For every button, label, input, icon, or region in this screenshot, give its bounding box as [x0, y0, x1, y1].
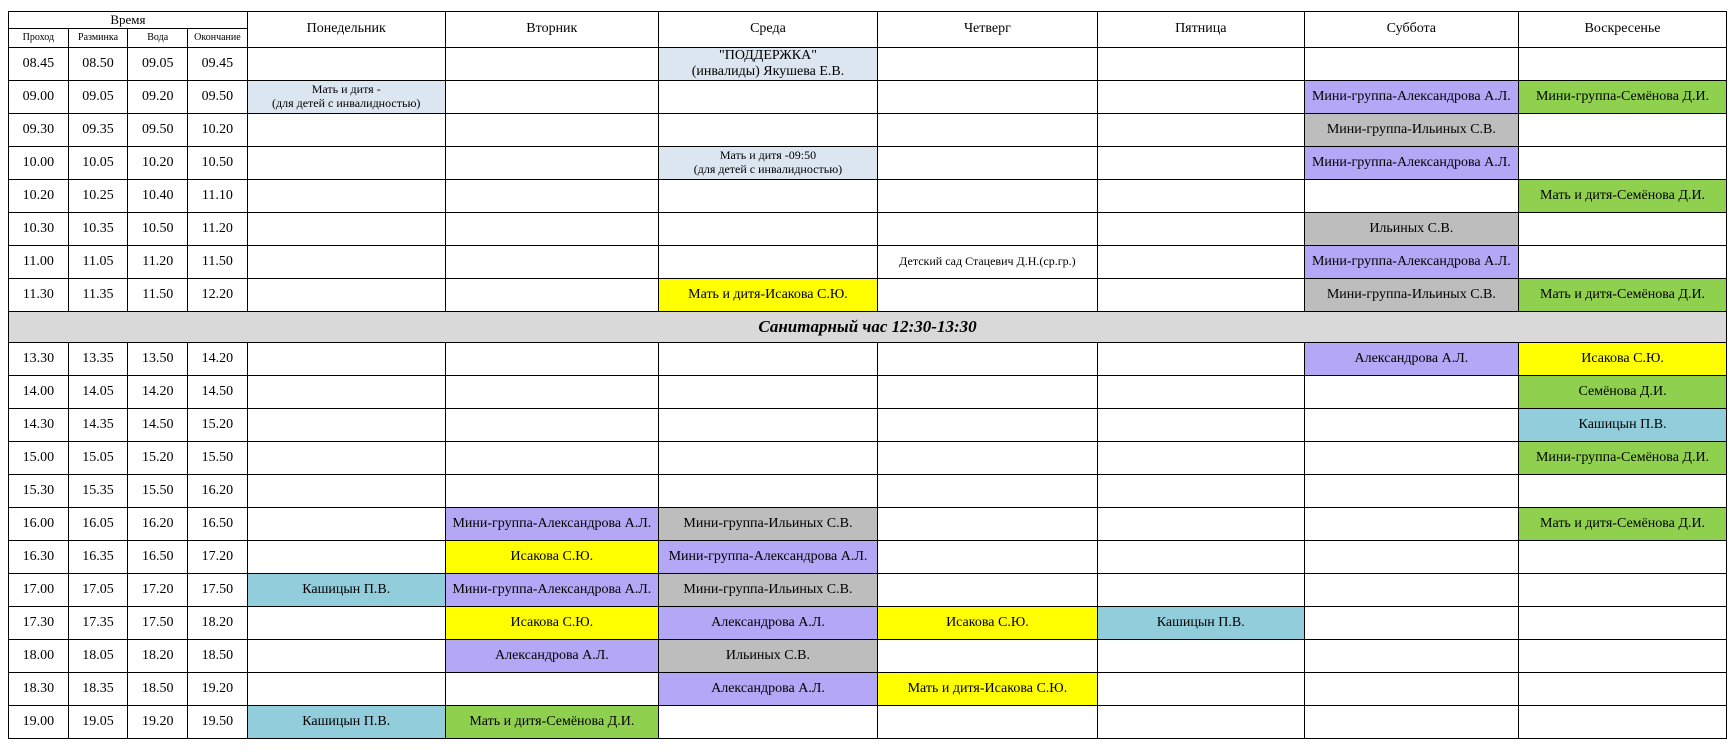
- time-pass: 08.45: [9, 48, 69, 81]
- slot-empty: [445, 279, 658, 312]
- slot-empty: [1519, 114, 1727, 147]
- time-warmup: 10.35: [68, 213, 128, 246]
- time-water: 10.20: [128, 147, 188, 180]
- time-warmup: 15.05: [68, 442, 128, 475]
- slot-empty: [1519, 48, 1727, 81]
- time-pass: 16.00: [9, 508, 69, 541]
- slot-empty: [877, 81, 1097, 114]
- time-water: 17.20: [128, 574, 188, 607]
- session-slot: Мать и дитя-Семёнова Д.И.: [1519, 279, 1727, 312]
- slot-empty: [659, 409, 878, 442]
- slot-empty: [1304, 508, 1518, 541]
- session-slot: Семёнова Д.И.: [1519, 376, 1727, 409]
- session-slot: Мини-группа-Александрова А.Л.: [445, 574, 658, 607]
- session-slot: [247, 81, 445, 114]
- day-header-monday: Понедельник: [247, 12, 445, 48]
- slot-empty: [1097, 180, 1304, 213]
- slot-empty: [1519, 147, 1727, 180]
- time-end: 16.50: [188, 508, 248, 541]
- slot-empty: [1519, 607, 1727, 640]
- slot-empty: [445, 81, 658, 114]
- slot-empty: [445, 114, 658, 147]
- session-slot: Мать и дитя-Исакова С.Ю.: [659, 279, 878, 312]
- time-pass: 17.30: [9, 607, 69, 640]
- time-pass: 09.30: [9, 114, 69, 147]
- slot-empty: [445, 343, 658, 376]
- schedule-row: [9, 279, 1727, 312]
- slot-empty: [877, 409, 1097, 442]
- time-water: 14.50: [128, 409, 188, 442]
- time-end: 11.10: [188, 180, 248, 213]
- time-water: 15.20: [128, 442, 188, 475]
- time-water: 18.20: [128, 640, 188, 673]
- slot-empty: [659, 376, 878, 409]
- slot-empty: [247, 475, 445, 508]
- session-slot: Кашицын П.В.: [247, 574, 445, 607]
- slot-empty: [247, 48, 445, 81]
- session-slot: Мать и дитя-Семёнова Д.И.: [1519, 180, 1727, 213]
- slot-empty: [877, 48, 1097, 81]
- day-header-thursday: Четверг: [877, 12, 1097, 48]
- slot-empty: [247, 343, 445, 376]
- time-water: 11.50: [128, 279, 188, 312]
- slot-empty: [445, 673, 658, 706]
- time-end: 12.20: [188, 279, 248, 312]
- time-pass: 15.30: [9, 475, 69, 508]
- time-pass: 11.00: [9, 246, 69, 279]
- slot-empty: [247, 376, 445, 409]
- slot-empty: [1097, 114, 1304, 147]
- slot-empty: [1519, 574, 1727, 607]
- time-end: 18.20: [188, 607, 248, 640]
- time-end: 14.20: [188, 343, 248, 376]
- session-slot: Кашицын П.В.: [1519, 409, 1727, 442]
- day-header-saturday: Суббота: [1304, 12, 1518, 48]
- slot-empty: [247, 180, 445, 213]
- session-slot: Детский сад Стацевич Д.Н.(ср.гр.): [877, 246, 1097, 279]
- schedule-row: [9, 180, 1727, 213]
- time-warmup: 14.35: [68, 409, 128, 442]
- time-warmup: 08.50: [68, 48, 128, 81]
- slot-empty: [1519, 706, 1727, 739]
- time-col-header-water: Вода: [128, 29, 188, 48]
- session-slot: Александрова А.Л.: [1304, 343, 1518, 376]
- slot-empty: [247, 541, 445, 574]
- slot-empty: [247, 442, 445, 475]
- time-warmup: 17.05: [68, 574, 128, 607]
- slot-empty: [877, 640, 1097, 673]
- session-slot: Мини-группа-Ильиных С.В.: [659, 508, 878, 541]
- session-label-line2: (для детей с инвалидностью): [272, 96, 421, 111]
- slot-empty: [877, 475, 1097, 508]
- time-warmup: 16.35: [68, 541, 128, 574]
- time-end: 14.50: [188, 376, 248, 409]
- time-warmup: 10.25: [68, 180, 128, 213]
- schedule-row: [9, 409, 1727, 442]
- slot-empty: [445, 147, 658, 180]
- day-header-wednesday: Среда: [659, 12, 878, 48]
- slot-empty: [877, 213, 1097, 246]
- schedule-row: [9, 574, 1727, 607]
- session-slot: Ильиных С.В.: [1304, 213, 1518, 246]
- time-end: 11.20: [188, 213, 248, 246]
- slot-empty: [877, 279, 1097, 312]
- day-header-friday: Пятница: [1097, 12, 1304, 48]
- session-slot: Мини-группа-Александрова А.Л.: [1304, 81, 1518, 114]
- slot-empty: [247, 246, 445, 279]
- time-pass: 15.00: [9, 442, 69, 475]
- schedule-row: [9, 475, 1727, 508]
- time-warmup: 13.35: [68, 343, 128, 376]
- session-slot: Мини-группа-Ильиных С.В.: [1304, 279, 1518, 312]
- schedule-row: [9, 508, 1727, 541]
- time-water: 13.50: [128, 343, 188, 376]
- day-header-sunday: Воскресенье: [1519, 12, 1727, 48]
- time-pass: 13.30: [9, 343, 69, 376]
- slot-empty: [1304, 706, 1518, 739]
- schedule-row: [9, 442, 1727, 475]
- slot-empty: [1304, 180, 1518, 213]
- time-end: 17.20: [188, 541, 248, 574]
- time-end: 16.20: [188, 475, 248, 508]
- slot-empty: [445, 246, 658, 279]
- time-warmup: 15.35: [68, 475, 128, 508]
- slot-empty: [247, 640, 445, 673]
- slot-empty: [1304, 442, 1518, 475]
- time-col-header-pass: Проход: [9, 29, 69, 48]
- slot-empty: [1097, 147, 1304, 180]
- slot-empty: [659, 246, 878, 279]
- time-warmup: 18.05: [68, 640, 128, 673]
- time-water: 16.20: [128, 508, 188, 541]
- slot-empty: [1304, 409, 1518, 442]
- schedule-row: [9, 147, 1727, 180]
- slot-empty: [445, 475, 658, 508]
- slot-empty: [1304, 673, 1518, 706]
- schedule-row: [9, 640, 1727, 673]
- slot-empty: [1097, 640, 1304, 673]
- session-slot: Мини-группа-Ильиных С.В.: [659, 574, 878, 607]
- session-slot: [659, 147, 878, 180]
- time-water: 15.50: [128, 475, 188, 508]
- slot-empty: [247, 409, 445, 442]
- slot-empty: [1097, 475, 1304, 508]
- time-pass: 14.00: [9, 376, 69, 409]
- slot-empty: [659, 180, 878, 213]
- session-slot: Мини-группа-Александрова А.Л.: [445, 508, 658, 541]
- time-warmup: 09.35: [68, 114, 128, 147]
- time-water: 09.05: [128, 48, 188, 81]
- time-water: 10.50: [128, 213, 188, 246]
- schedule-row: [9, 706, 1727, 739]
- slot-empty: [1519, 213, 1727, 246]
- slot-empty: [877, 114, 1097, 147]
- session-slot: Мать и дитя-Семёнова Д.И.: [445, 706, 658, 739]
- slot-empty: [1097, 213, 1304, 246]
- time-col-header-end: Окончание: [188, 29, 248, 48]
- time-end: 10.20: [188, 114, 248, 147]
- slot-empty: [877, 574, 1097, 607]
- time-group-header: Время: [9, 12, 248, 29]
- time-pass: 10.20: [9, 180, 69, 213]
- slot-empty: [1304, 607, 1518, 640]
- time-warmup: 14.05: [68, 376, 128, 409]
- time-pass: 16.30: [9, 541, 69, 574]
- slot-empty: [1519, 246, 1727, 279]
- session-slot: Александрова А.Л.: [445, 640, 658, 673]
- slot-empty: [1097, 48, 1304, 81]
- time-water: 10.40: [128, 180, 188, 213]
- time-water: 09.50: [128, 114, 188, 147]
- slot-empty: [659, 706, 878, 739]
- time-pass: 18.00: [9, 640, 69, 673]
- slot-empty: [877, 706, 1097, 739]
- slot-empty: [1304, 48, 1518, 81]
- slot-empty: [247, 607, 445, 640]
- session-slot: Мини-группа-Ильиных С.В.: [1304, 114, 1518, 147]
- slot-empty: [1097, 442, 1304, 475]
- schedule-row: [9, 343, 1727, 376]
- slot-empty: [445, 442, 658, 475]
- session-label-line1: "ПОДДЕРЖКА": [719, 48, 817, 63]
- slot-empty: [1097, 279, 1304, 312]
- session-slot: Мать и дитя-Исакова С.Ю.: [877, 673, 1097, 706]
- schedule-row: [9, 541, 1727, 574]
- session-slot: Мини-группа-Александрова А.Л.: [659, 541, 878, 574]
- time-warmup: 16.05: [68, 508, 128, 541]
- session-slot: Кашицын П.В.: [247, 706, 445, 739]
- session-slot: Ильиных С.В.: [659, 640, 878, 673]
- session-slot: Исакова С.Ю.: [445, 541, 658, 574]
- time-pass: 14.30: [9, 409, 69, 442]
- session-slot: Исакова С.Ю.: [877, 607, 1097, 640]
- session-slot: [659, 48, 878, 81]
- slot-empty: [877, 508, 1097, 541]
- time-end: 15.50: [188, 442, 248, 475]
- slot-empty: [1097, 246, 1304, 279]
- slot-empty: [877, 180, 1097, 213]
- slot-empty: [445, 409, 658, 442]
- header-row-top: [9, 12, 1727, 29]
- time-pass: 17.00: [9, 574, 69, 607]
- time-water: 09.20: [128, 81, 188, 114]
- time-water: 17.50: [128, 607, 188, 640]
- time-end: 19.20: [188, 673, 248, 706]
- time-water: 14.20: [128, 376, 188, 409]
- slot-empty: [1519, 475, 1727, 508]
- slot-empty: [659, 343, 878, 376]
- slot-empty: [1097, 673, 1304, 706]
- session-label-line1: Мать и дитя -09:50: [719, 148, 817, 163]
- session-slot: Мини-группа-Александрова А.Л.: [1304, 147, 1518, 180]
- slot-empty: [247, 673, 445, 706]
- slot-empty: [1097, 343, 1304, 376]
- time-end: 15.20: [188, 409, 248, 442]
- slot-empty: [659, 213, 878, 246]
- slot-empty: [1304, 640, 1518, 673]
- sanitary-hour-banner: Санитарный час 12:30-13:30: [9, 312, 1727, 343]
- slot-empty: [1097, 541, 1304, 574]
- day-header-tuesday: Вторник: [445, 12, 658, 48]
- session-slot: Кашицын П.В.: [1097, 607, 1304, 640]
- slot-empty: [445, 376, 658, 409]
- slot-empty: [247, 213, 445, 246]
- slot-empty: [1097, 409, 1304, 442]
- schedule-row: [9, 48, 1727, 81]
- slot-empty: [1519, 673, 1727, 706]
- slot-empty: [877, 541, 1097, 574]
- slot-empty: [1304, 376, 1518, 409]
- time-end: 19.50: [188, 706, 248, 739]
- slot-empty: [1519, 640, 1727, 673]
- time-end: 09.50: [188, 81, 248, 114]
- time-warmup: 11.05: [68, 246, 128, 279]
- slot-empty: [1097, 508, 1304, 541]
- schedule-row: [9, 376, 1727, 409]
- session-slot: Мать и дитя-Семёнова Д.И.: [1519, 508, 1727, 541]
- slot-empty: [445, 180, 658, 213]
- time-water: 18.50: [128, 673, 188, 706]
- time-end: 18.50: [188, 640, 248, 673]
- time-pass: 11.30: [9, 279, 69, 312]
- time-water: 16.50: [128, 541, 188, 574]
- time-end: 17.50: [188, 574, 248, 607]
- session-slot: Мини-группа-Семёнова Д.И.: [1519, 81, 1727, 114]
- slot-empty: [247, 114, 445, 147]
- time-warmup: 09.05: [68, 81, 128, 114]
- slot-empty: [1304, 541, 1518, 574]
- slot-empty: [1097, 376, 1304, 409]
- slot-empty: [247, 147, 445, 180]
- slot-empty: [877, 442, 1097, 475]
- slot-empty: [1519, 541, 1727, 574]
- session-slot: Исакова С.Ю.: [445, 607, 658, 640]
- slot-empty: [877, 376, 1097, 409]
- session-slot: Александрова А.Л.: [659, 673, 878, 706]
- slot-empty: [877, 147, 1097, 180]
- time-end: 10.50: [188, 147, 248, 180]
- slot-empty: [1304, 574, 1518, 607]
- time-water: 11.20: [128, 246, 188, 279]
- schedule-row: [9, 213, 1727, 246]
- time-warmup: 11.35: [68, 279, 128, 312]
- session-slot: Мини-группа-Александрова А.Л.: [1304, 246, 1518, 279]
- slot-empty: [1097, 81, 1304, 114]
- time-pass: 09.00: [9, 81, 69, 114]
- slot-empty: [247, 508, 445, 541]
- time-pass: 10.30: [9, 213, 69, 246]
- slot-empty: [659, 442, 878, 475]
- schedule-row: [9, 673, 1727, 706]
- slot-empty: [1097, 574, 1304, 607]
- slot-empty: [247, 279, 445, 312]
- schedule-row: [9, 607, 1727, 640]
- time-pass: 19.00: [9, 706, 69, 739]
- schedule-table: [8, 11, 1727, 739]
- slot-empty: [1097, 706, 1304, 739]
- session-label-line2: (для детей с инвалидностью): [693, 162, 843, 177]
- slot-empty: [877, 343, 1097, 376]
- slot-empty: [659, 114, 878, 147]
- time-warmup: 18.35: [68, 673, 128, 706]
- schedule-row: [9, 81, 1727, 114]
- session-label-line1: Мать и дитя -: [311, 82, 381, 97]
- time-col-header-warmup: Разминка: [68, 29, 128, 48]
- slot-empty: [445, 213, 658, 246]
- session-slot: Исакова С.Ю.: [1519, 343, 1727, 376]
- time-warmup: 17.35: [68, 607, 128, 640]
- slot-empty: [659, 475, 878, 508]
- slot-empty: [445, 48, 658, 81]
- session-slot: Мини-группа-Семёнова Д.И.: [1519, 442, 1727, 475]
- slot-empty: [1304, 475, 1518, 508]
- time-pass: 18.30: [9, 673, 69, 706]
- sanitary-row: [9, 312, 1727, 343]
- session-label-line2: (инвалиды) Якушева Е.В.: [691, 64, 845, 80]
- time-warmup: 10.05: [68, 147, 128, 180]
- time-end: 09.45: [188, 48, 248, 81]
- schedule-row: [9, 114, 1727, 147]
- slot-empty: [659, 81, 878, 114]
- time-water: 19.20: [128, 706, 188, 739]
- schedule-row: [9, 246, 1727, 279]
- time-end: 11.50: [188, 246, 248, 279]
- session-slot: Александрова А.Л.: [659, 607, 878, 640]
- time-pass: 10.00: [9, 147, 69, 180]
- time-warmup: 19.05: [68, 706, 128, 739]
